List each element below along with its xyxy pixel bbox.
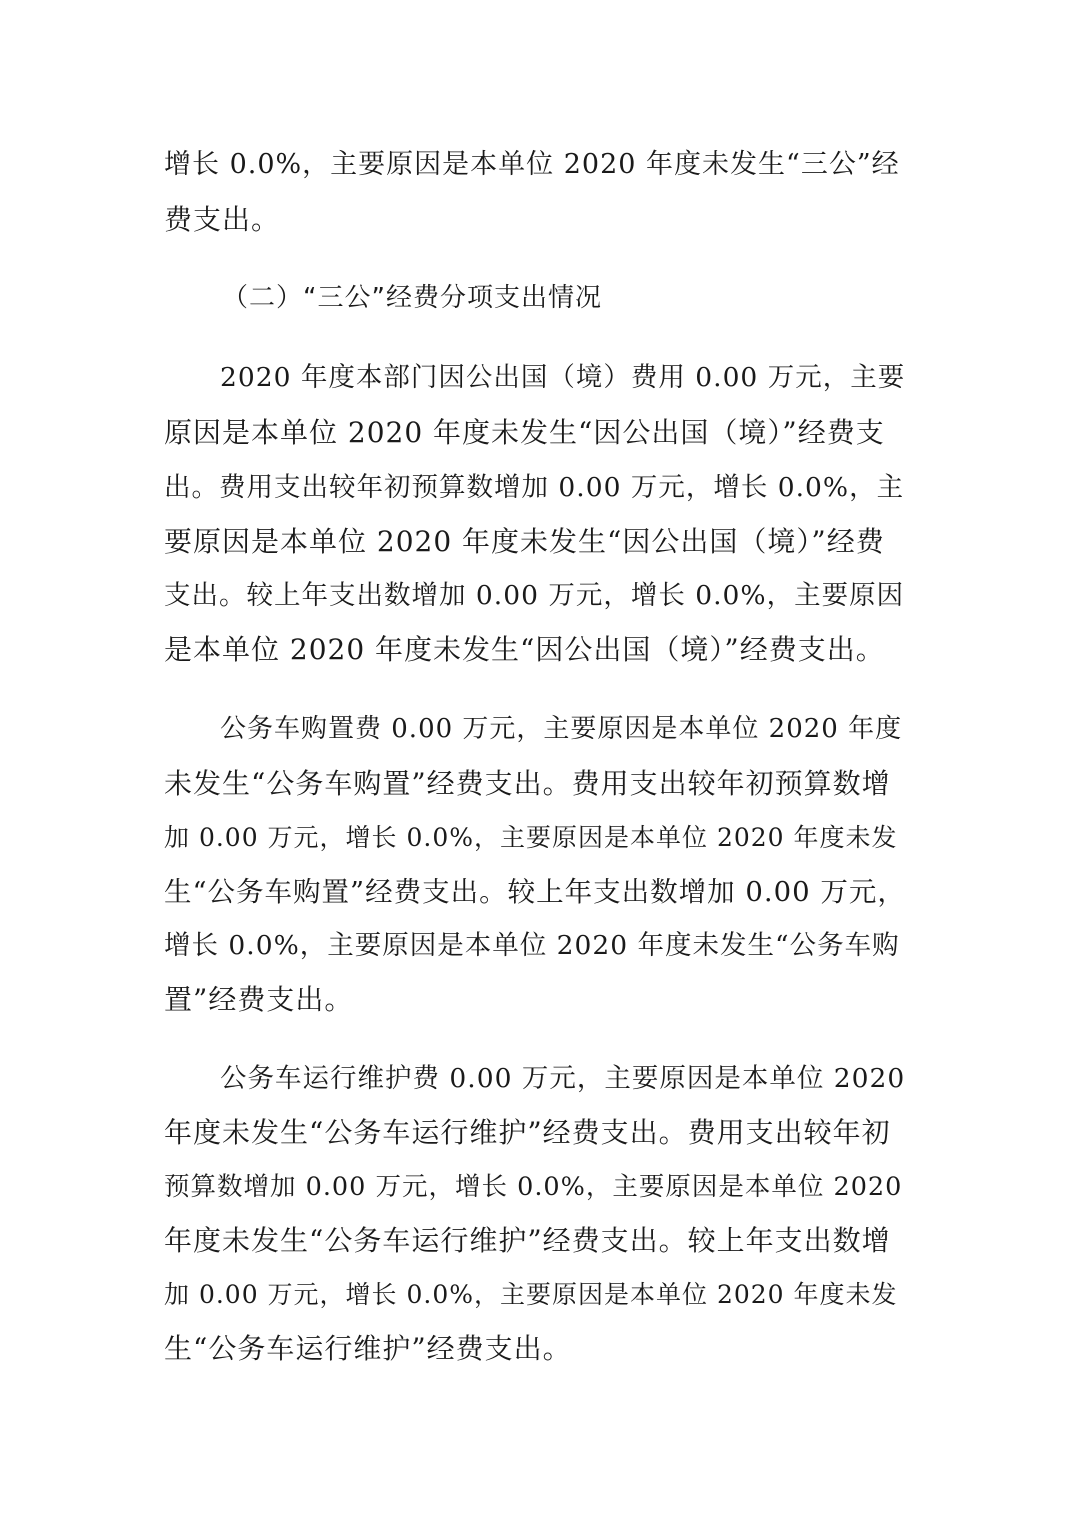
paragraph-line: 增长 0.0%，主要原因是本单位 2020 年度未发生“三公”经 xyxy=(164,149,900,180)
paragraph-line: 加 0.00 万元，增长 0.0%，主要原因是本单位 2020 年度未发 xyxy=(164,1280,898,1309)
paragraph-line: 原因是本单位 2020 年度未发生“因公出国（境）”经费支 xyxy=(164,416,885,449)
paragraph-line: 加 0.00 万元，增长 0.0%，主要原因是本单位 2020 年度未发 xyxy=(164,823,898,852)
paragraph-line: 要原因是本单位 2020 年度未发生“因公出国（境）”经费 xyxy=(164,525,885,558)
paragraph-line: 生“公务车购置”经费支出。较上年支出数增加 0.00 万元， xyxy=(164,876,906,908)
paragraph-line: 支出。较上年支出数增加 0.00 万元，增长 0.0%，主要原因 xyxy=(164,580,905,611)
paragraph-line: 生“公务车运行维护”经费支出。 xyxy=(164,1332,572,1365)
paragraph-line: 置”经费支出。 xyxy=(164,983,354,1016)
paragraph-line: 2020 年度本部门因公出国（境）费用 0.00 万元，主要 xyxy=(220,362,906,393)
paragraph-line: 费支出。 xyxy=(164,203,281,236)
paragraph-line: 年度未发生“公务车运行维护”经费支出。费用支出较年初 xyxy=(164,1116,891,1149)
paragraph-line: 出。费用支出较年初预算数增加 0.00 万元，增长 0.0%，主 xyxy=(164,472,905,503)
paragraph-line: 是本单位 2020 年度未发生“因公出国（境）”经费支出。 xyxy=(164,633,885,666)
section-heading: （二）“三公”经费分项支出情况 xyxy=(222,283,602,313)
paragraph-line: 年度未发生“公务车运行维护”经费支出。较上年支出数增 xyxy=(164,1224,891,1257)
paragraph-line: 增长 0.0%，主要原因是本单位 2020 年度未发生“公务车购 xyxy=(164,930,900,961)
paragraph-line: 未发生“公务车购置”经费支出。费用支出较年初预算数增 xyxy=(164,767,891,800)
paragraph-line: 公务车购置费 0.00 万元，主要原因是本单位 2020 年度 xyxy=(220,714,903,744)
paragraph-line: 预算数增加 0.00 万元，增长 0.0%，主要原因是本单位 2020 xyxy=(164,1172,903,1202)
paragraph-line: 公务车运行维护费 0.00 万元，主要原因是本单位 2020 xyxy=(220,1063,906,1094)
